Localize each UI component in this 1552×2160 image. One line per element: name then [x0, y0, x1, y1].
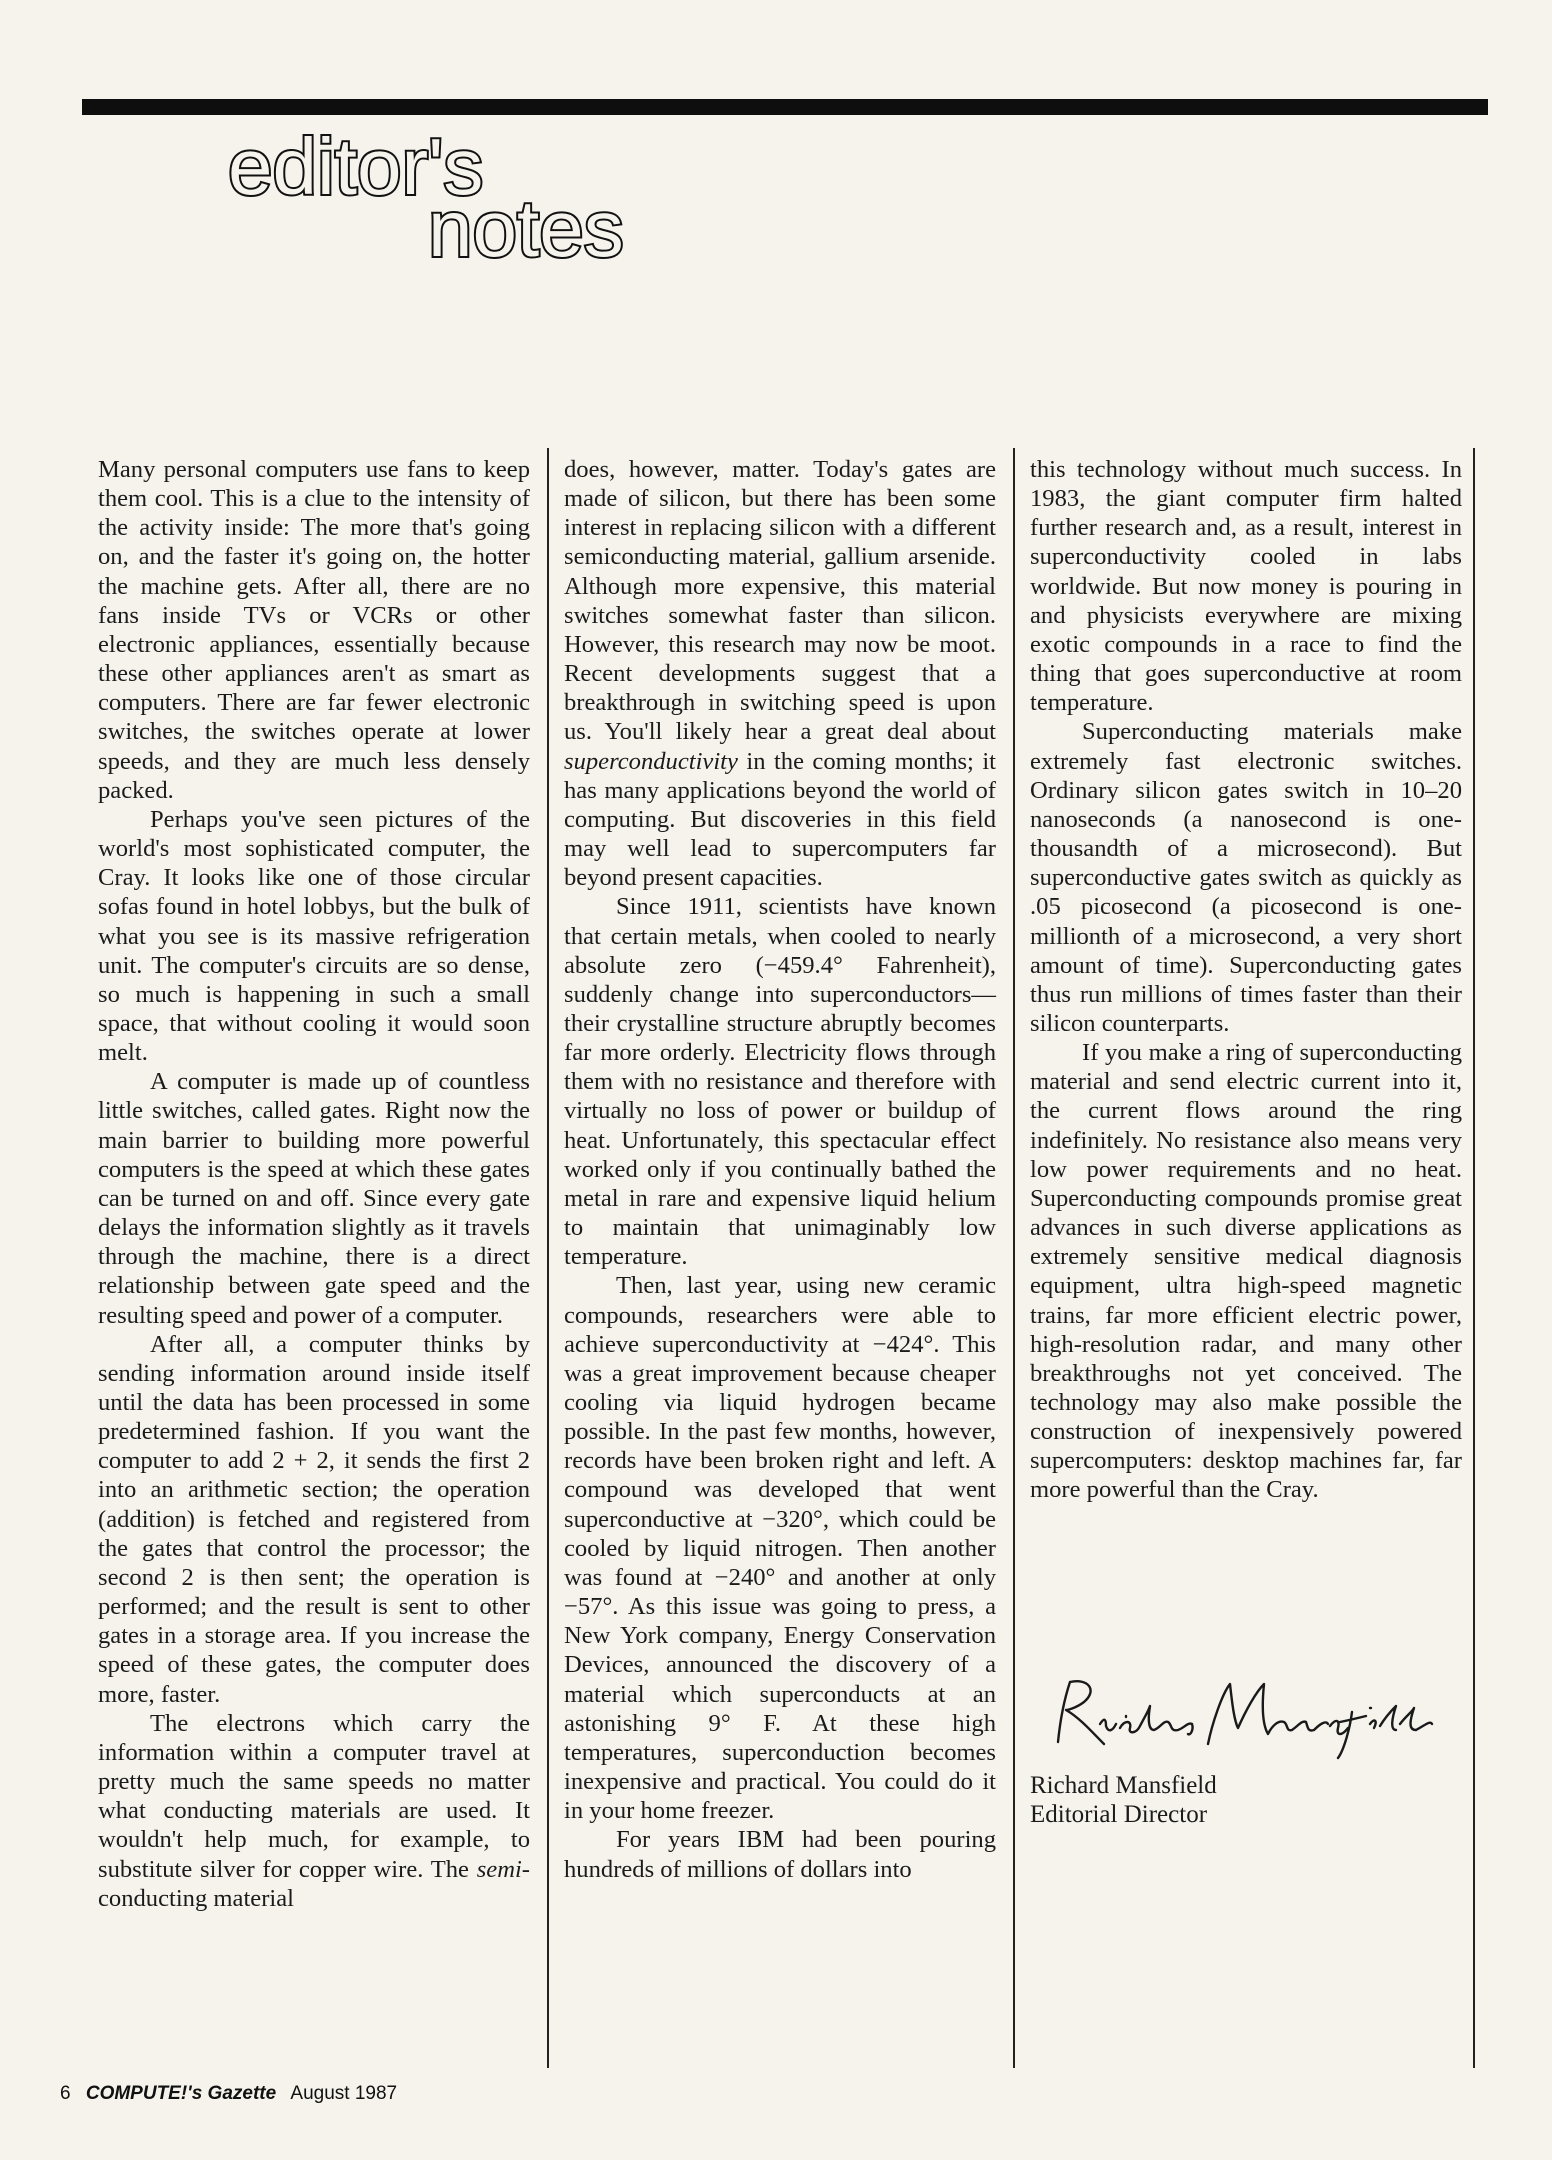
- italic-term: superconductivity: [564, 747, 738, 775]
- column-rule-2: [1013, 448, 1015, 2068]
- italic-term: semi: [476, 1855, 522, 1883]
- signature-block: [1030, 1771, 1217, 1829]
- paragraph-text: -conducting material: [98, 1855, 530, 1912]
- paragraph: Many personal computers use fans to keep them cool. This is a clue to the intensity of the activity inside: The more that's going on, and the faster it's going on, the hotter the machine gets. After all, there are no fans inside TVs or VCRs or other electronic appliances, essentially because these other appliances aren't as smart as computers. There are far fewer electronic switches, the switches operate at lower speeds, and they are much less densely packed.: [98, 456, 530, 804]
- paragraph: For years IBM had been pouring hundreds of millions of dollars into: [564, 1826, 996, 1883]
- section-title: [200, 96, 700, 266]
- article-column-1: [98, 455, 530, 1913]
- paragraph: After all, a computer thinks by sending information around inside itself until the data has been processed in some predetermined fashion. If you want the computer to add 2 + 2, it sends the first 2 into an arithmetic section; the operation (addition) is fetched and registered from the gates that control the processor; the second 2 is then sent; the operation is performed; and the result is sent to other gates in a storage area. If you increase the speed of these gates, the computer does more, faster.: [98, 1330, 530, 1708]
- paragraph: Since 1911, scientists have known that certain metals, when cooled to nearly absolute zero (−459.4° Fahrenheit), suddenly change into superconductors—their crystalline structure abruptly becomes far more orderly. Electricity flows through them with no resistance and therefore with virtually no loss of power or buildup of heat. Unfortunately, this spectacular effect worked only if you continually bathed the metal in rare and expensive liquid helium to maintain that unimaginably low temperature.: [564, 893, 996, 1271]
- paragraph: Perhaps you've seen pictures of the world's most sophisticated computer, the Cray. It looks like one of those circular sofas found in hotel lobbys, but the bulk of what you see is its massive refrigeration unit. The computer's circuits are so dense, so much is happening in such a small space, that without cooling it would soon melt.: [98, 805, 530, 1067]
- signer-title: Editorial Director: [1030, 1801, 1208, 1828]
- article-column-3: [1030, 455, 1462, 1505]
- signer-name: Richard Mansfield: [1030, 1772, 1217, 1799]
- paragraph: [564, 455, 996, 892]
- paragraph: Then, last year, using new ceramic compounds, researchers were able to achieve superconductivity at −424°. This was a great improvement because cheaper cooling via liquid hydrogen became possible. In the past few months, however, records have been broken right and left. A compound was developed that went superconductive at −320°, which could be cooled by liquid nitrogen. Then another was found at −240° and another at only −57°. As this issue was going to press, a New York company, Energy Conservation Devices, announced the discovery of a material which superconducts at an astonishing 9° F. At these high temperatures, superconduction becomes inexpensive and practical. You could do it in your home freezer.: [564, 1272, 996, 1825]
- paragraph-text: The electrons which carry the information within a computer travel at pretty much the same speeds no matter what conducting materials are used. It wouldn't help much, for example, to substitute silver for copper wire. The: [98, 1709, 530, 1883]
- paragraph: If you make a ring of superconducting material and send electric current into it, the current flows around the ring indefinitely. No resistance also means very low power requirements and no heat. Superconducting compounds promise great advances in such diverse applications as extremely sensitive medical diagnosis equipment, ultra high-speed magnetic trains, far more efficient electric power, high-resolution radar, and many other breakthroughs not yet conceived. The technology may also make possible the construction of inexpensively powered supercomputers: desktop machines far, far more powerful than the Cray.: [1030, 1039, 1462, 1504]
- paragraph-text: in the coming months; it has many applications beyond the world of computing. But discoveries in this field may well lead to supercomputers far beyond present capacities.: [564, 747, 996, 892]
- paragraph-text: does, however, matter. Today's gates are made of silicon, but there has been some interest in replacing silicon with a different semiconducting material, gallium arsenide. Although more expensive, this material switches somewhat faster than silicon. However, this research may now be moot. Recent developments suggest that a breakthrough in switching speed is upon us. You'll likely hear a great deal about: [564, 456, 996, 746]
- column-rule-3: [1473, 448, 1475, 2068]
- column-rule-1: [547, 448, 549, 2068]
- page-number: 6: [60, 2083, 71, 2104]
- paragraph: Superconducting materials make extremely fast electronic switches. Ordinary silicon gates switch in 10–20 nanoseconds (a nanosecond is one-thousandth of a microsecond). But superconductive gates switch as quickly as .05 picosecond (a picosecond is one-millionth of a microsecond, a very short amount of time). Superconducting gates thus run millions of times faster than their silicon counterparts.: [1030, 718, 1462, 1037]
- paragraph: [98, 1709, 530, 1913]
- article-column-2: [564, 455, 996, 1884]
- title-editors: editor's: [228, 122, 484, 211]
- issue-date: August 1987: [290, 2083, 398, 2104]
- magazine-name: COMPUTE!'s Gazette: [85, 2083, 277, 2104]
- paragraph: A computer is made up of countless little switches, called gates. Right now the main barrier to building more powerful computers is the speed at which these gates can be turned on and off. Since every gate delays the information slightly as it travels through the machine, there is a direct relationship between gate speed and the resulting speed and power of a computer.: [98, 1068, 530, 1329]
- paragraph: this technology without much success. In 1983, the giant computer firm halted further research and, as a result, interest in superconductivity cooled in labs worldwide. But now money is pouring in and physicists everywhere are mixing exotic compounds in a race to find the thing that goes superconductive at room temperature.: [1030, 456, 1462, 717]
- title-notes: notes: [428, 184, 624, 266]
- page-footer: [60, 2083, 407, 2105]
- signature-image: [1040, 1672, 1460, 1762]
